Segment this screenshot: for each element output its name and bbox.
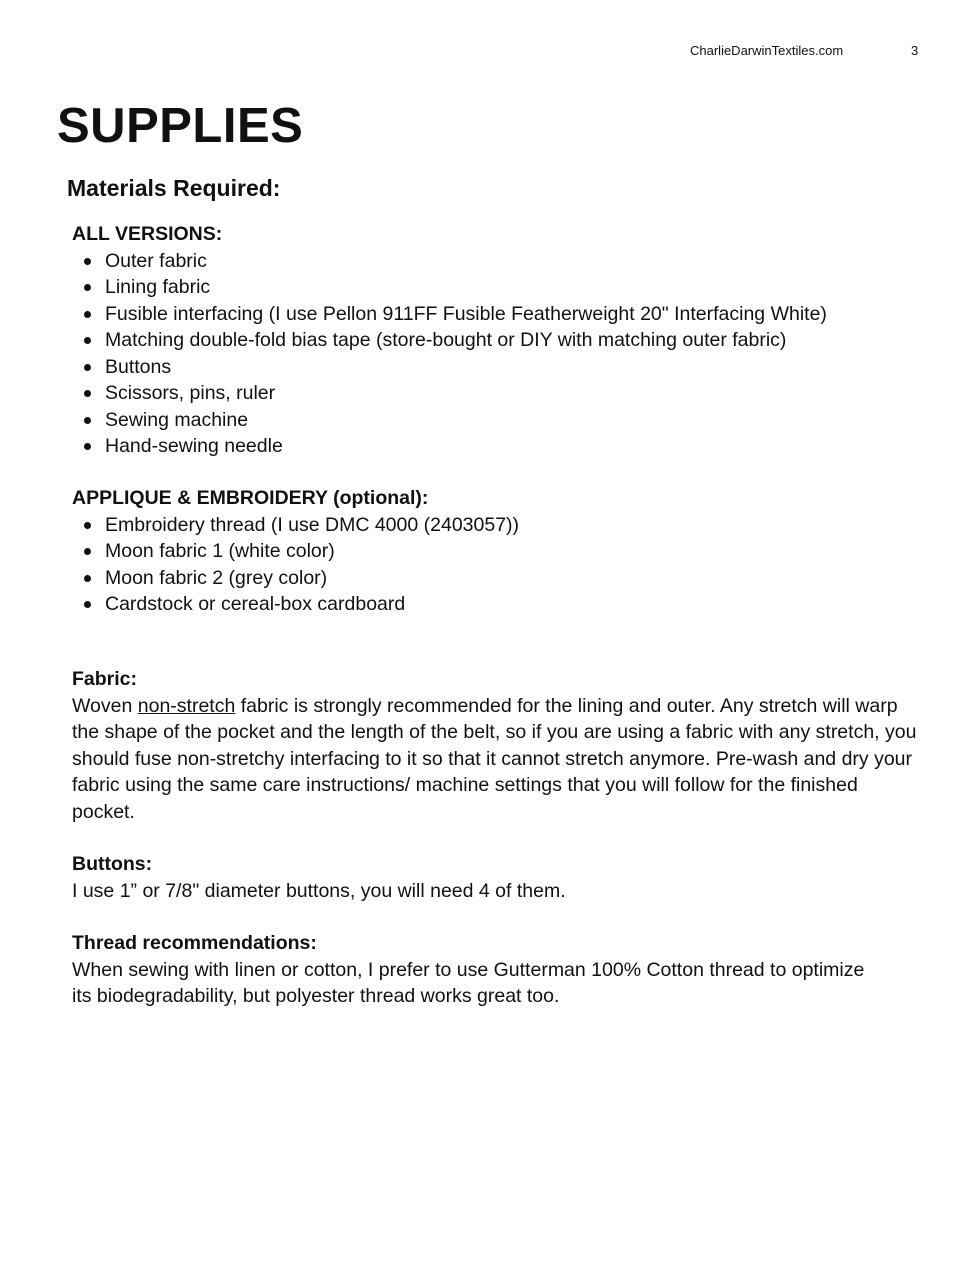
bullet-icon — [84, 601, 91, 608]
list-item: Moon fabric 1 (white color) — [72, 538, 932, 565]
list-item: Lining fabric — [72, 274, 932, 301]
list-item: Moon fabric 2 (grey color) — [72, 565, 932, 592]
list-item: Embroidery thread (I use DMC 4000 (2403057)) — [72, 512, 932, 539]
thread-paragraph: When sewing with linen or cotton, I prefer to use Gutterman 100% Cotton thread to optimize its biodegradability, but polyester thread works great too. — [72, 958, 865, 1007]
page-title: SUPPLIES — [57, 99, 304, 153]
fabric-heading: Fabric: — [72, 668, 138, 690]
buttons-heading: Buttons: — [72, 853, 153, 875]
list-item: Hand-sewing needle — [72, 433, 932, 460]
all-versions-section — [72, 221, 932, 460]
list-item: Fusible interfacing (I use Pellon 911FF Fusible Featherweight 20" Interfacing White) — [72, 301, 932, 328]
bullet-icon — [84, 311, 91, 318]
fabric-section — [72, 666, 920, 825]
applique-list — [72, 512, 932, 618]
list-item: Sewing machine — [72, 407, 932, 434]
applique-heading: APPLIQUE & EMBROIDERY (optional): — [72, 487, 429, 509]
bullet-icon — [84, 548, 91, 555]
thread-heading: Thread recommendations: — [72, 932, 317, 954]
bullet-icon — [84, 258, 91, 265]
materials-subtitle: Materials Required: — [67, 175, 281, 201]
all-versions-list — [72, 248, 932, 460]
bullet-icon — [84, 390, 91, 397]
bullet-icon — [84, 284, 91, 291]
bullet-icon — [84, 364, 91, 371]
applique-section — [72, 485, 932, 618]
list-item: Outer fabric — [72, 248, 932, 275]
list-item: Scissors, pins, ruler — [72, 380, 932, 407]
bullet-icon — [84, 337, 91, 344]
thread-section — [72, 930, 872, 1010]
site-name: CharlieDarwinTextiles.com — [690, 43, 844, 58]
non-stretch-emphasis: non-stretch — [137, 694, 236, 717]
all-versions-heading: ALL VERSIONS: — [72, 223, 223, 245]
list-item: Buttons — [72, 354, 932, 381]
bullet-icon — [84, 417, 91, 424]
bullet-icon — [84, 575, 91, 582]
bullet-icon — [84, 522, 91, 529]
list-item: Matching double-fold bias tape (store-bought or DIY with matching outer fabric) — [72, 327, 932, 354]
fabric-paragraph: Woven non-stretch fabric is strongly recommended for the lining and outer. Any stretch will warp the shape of the pocket and the length of the belt, so if you are using a fabric with any stretch, you should fuse non-stretchy interfacing to it so that it cannot stretch anymore. Pre-wash and dry your fabric using the same care instructions/ machine settings that you will follow for the finished pocket. — [72, 694, 917, 823]
buttons-section — [72, 851, 932, 904]
buttons-paragraph: I use 1” or 7/8" diameter buttons, you will need 4 of them. — [72, 879, 566, 902]
list-item: Cardstock or cereal-box cardboard — [72, 591, 932, 618]
page-number: 3 — [911, 43, 919, 58]
bullet-icon — [84, 443, 91, 450]
